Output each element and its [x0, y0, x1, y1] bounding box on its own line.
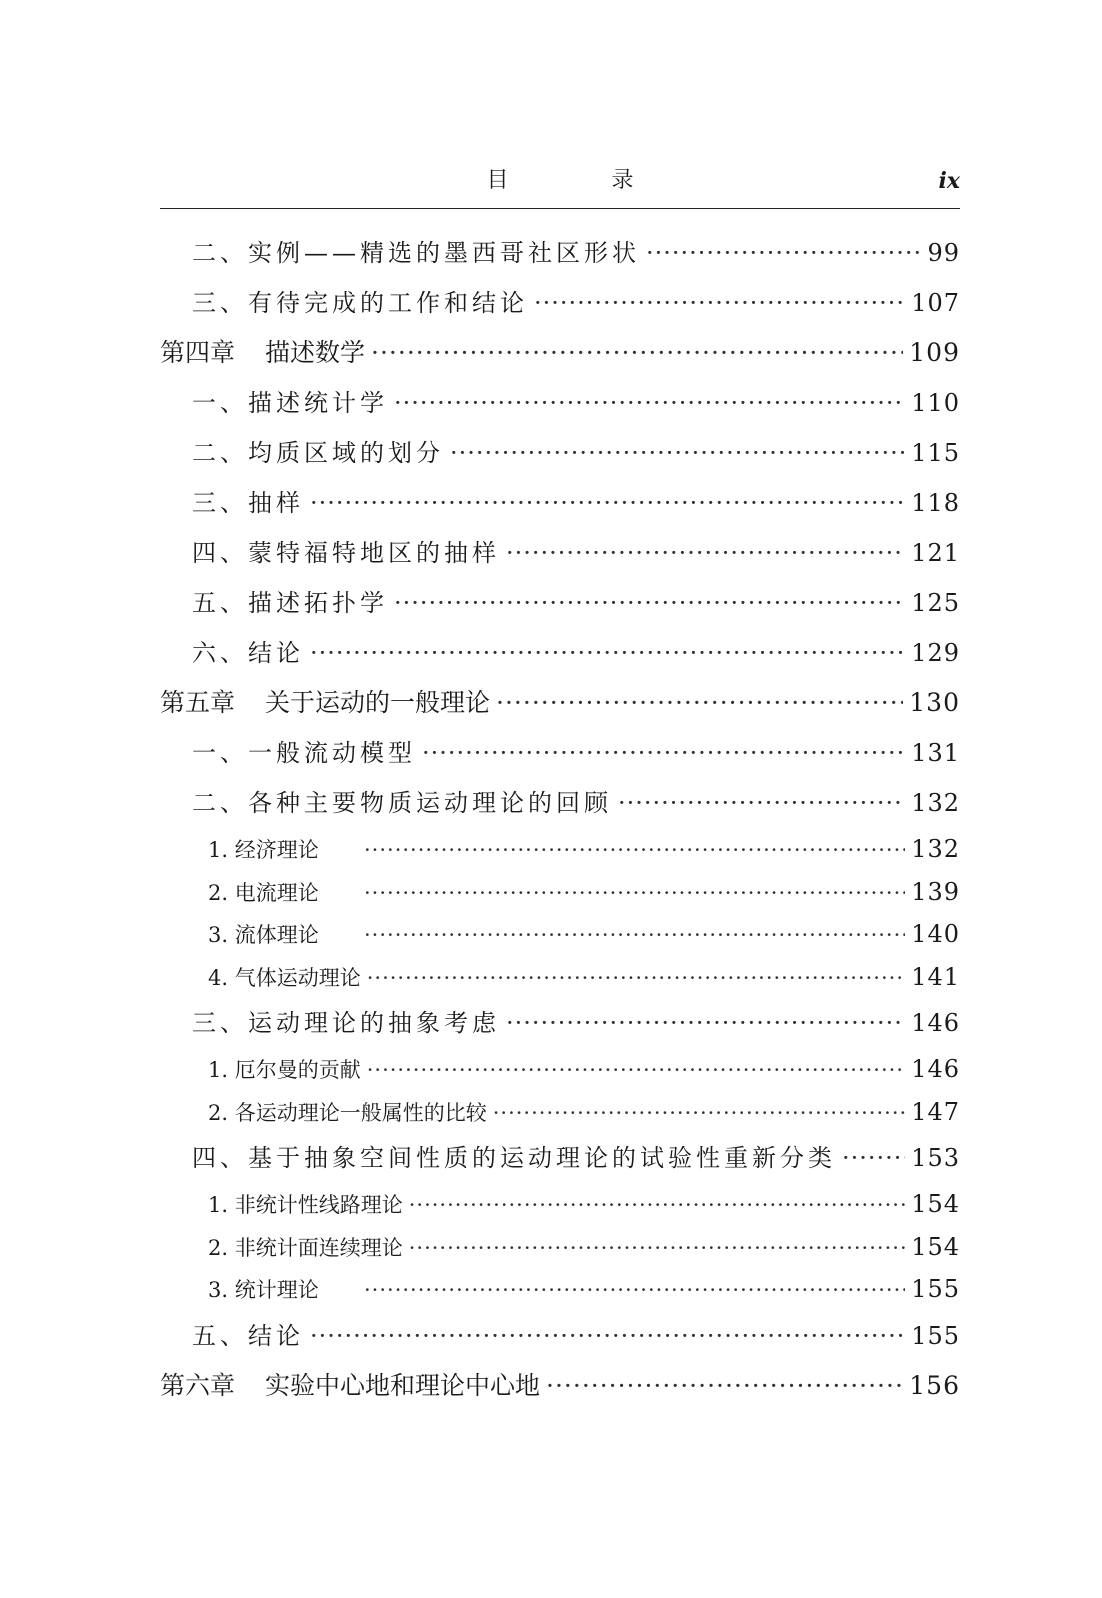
toc-entry-title: 三、有待完成的工作和结论 — [192, 289, 528, 317]
dot-leader — [618, 778, 905, 828]
toc-entry-title: 二、实例——精选的墨西哥社区形状 — [192, 239, 640, 267]
toc-entry-title: 2. 非统计面连续理论 — [208, 1235, 403, 1260]
dot-leader — [364, 914, 905, 957]
toc-section-entry[interactable] — [160, 998, 960, 1048]
toc-subsection-entry[interactable] — [160, 828, 960, 871]
toc-page-number: 155 — [911, 1321, 960, 1350]
toc-page-number: 125 — [911, 589, 960, 617]
dot-leader — [506, 528, 905, 578]
toc-section-entry[interactable] — [160, 778, 960, 828]
toc-page-number: 141 — [911, 962, 960, 991]
chapter-title: 关于运动的一般理论 — [265, 688, 491, 717]
toc-page-number: 131 — [911, 739, 960, 767]
toc-entry-title: 六、结论 — [192, 639, 304, 667]
dot-leader — [409, 1227, 905, 1270]
toc-subsection-entry[interactable] — [160, 956, 960, 999]
toc-section-entry[interactable] — [160, 378, 960, 428]
toc-entry-title: 3. 流体理论 — [208, 923, 319, 947]
toc-section-entry[interactable] — [160, 628, 960, 678]
toc-entry-title: 1. 经济理论 — [208, 838, 319, 862]
dot-leader — [371, 328, 903, 378]
toc-entry-title: 四、基于抽象空间性质的运动理论的试验性重新分类 — [192, 1144, 836, 1172]
toc-page-number: 99 — [927, 239, 960, 267]
dot-leader — [394, 578, 905, 628]
toc-page-number: 132 — [911, 835, 960, 863]
toc-section-entry[interactable] — [160, 1133, 960, 1183]
toc-subsection-entry[interactable] — [160, 1048, 960, 1091]
toc-section-entry[interactable] — [160, 578, 960, 628]
toc-page-number: 130 — [909, 688, 960, 717]
table-of-contents — [160, 228, 960, 1411]
toc-entry-title: 4. 气体运动理论 — [208, 965, 361, 990]
running-header — [160, 166, 960, 202]
chapter-number: 第六章 — [160, 1370, 236, 1400]
toc-entry-title — [160, 328, 365, 378]
toc-entry-title: 2. 各运动理论一般属性的比较 — [208, 1100, 487, 1125]
toc-page-number: 115 — [911, 439, 960, 467]
toc-page-number: 140 — [911, 920, 960, 948]
toc-page-number: 155 — [911, 1275, 960, 1303]
toc-subsection-entry[interactable] — [160, 1268, 960, 1311]
toc-entry-title: 一、描述统计学 — [192, 389, 388, 417]
header-title: 目 录 — [486, 168, 682, 193]
dot-leader — [506, 998, 905, 1048]
toc-chapter-entry[interactable] — [160, 678, 960, 728]
toc-page-number: 147 — [911, 1097, 960, 1126]
dot-leader — [364, 872, 905, 915]
toc-page-number: 146 — [911, 1055, 960, 1083]
toc-section-entry[interactable] — [160, 428, 960, 478]
toc-chapter-entry[interactable] — [160, 1361, 960, 1411]
toc-subsection-entry[interactable] — [160, 871, 960, 914]
toc-entry-title: 1. 非统计性线路理论 — [208, 1193, 403, 1217]
toc-subsection-entry[interactable] — [160, 1091, 960, 1134]
header-page-number: ix — [938, 168, 960, 194]
chapter-number: 第四章 — [160, 338, 236, 367]
toc-entry-title: 3. 统计理论 — [208, 1278, 319, 1302]
toc-page-number: 109 — [909, 338, 960, 367]
toc-page-number: 154 — [911, 1190, 960, 1218]
toc-page-number: 132 — [911, 789, 960, 817]
toc-page-number: 156 — [909, 1370, 960, 1400]
toc-entry-title: 二、均质区域的划分 — [192, 439, 444, 467]
dot-leader — [367, 957, 905, 1000]
toc-entry-title — [160, 1361, 540, 1411]
toc-section-entry[interactable] — [160, 728, 960, 778]
toc-section-entry[interactable] — [160, 478, 960, 528]
toc-page-number: 139 — [911, 877, 960, 906]
toc-section-entry[interactable] — [160, 228, 960, 278]
toc-entry-title: 五、描述拓扑学 — [192, 589, 388, 617]
toc-section-entry[interactable] — [160, 278, 960, 328]
toc-entry-title: 一、一般流动模型 — [192, 739, 416, 767]
toc-page-number: 118 — [911, 489, 960, 517]
toc-section-entry[interactable] — [160, 528, 960, 578]
toc-section-entry[interactable] — [160, 1311, 960, 1361]
toc-page-number: 107 — [911, 289, 960, 317]
dot-leader — [496, 678, 903, 728]
dot-leader — [310, 628, 905, 678]
toc-entry-title: 五、结论 — [192, 1321, 304, 1350]
toc-entry-title: 三、运动理论的抽象考虑 — [192, 1009, 500, 1037]
toc-page-number: 121 — [911, 539, 960, 567]
toc-entry-title — [160, 678, 490, 728]
toc-subsection-entry[interactable] — [160, 1226, 960, 1269]
toc-entry-title: 二、各种主要物质运动理论的回顾 — [192, 789, 612, 817]
dot-leader — [409, 1184, 905, 1227]
dot-leader — [493, 1092, 905, 1135]
dot-leader — [546, 1361, 903, 1411]
toc-page-number: 110 — [911, 389, 960, 417]
dot-leader — [422, 728, 905, 778]
chapter-title: 描述数学 — [265, 338, 366, 367]
chapter-number: 第五章 — [160, 688, 236, 717]
dot-leader — [394, 378, 905, 428]
dot-leader — [450, 428, 905, 478]
toc-page-number: 154 — [911, 1232, 960, 1261]
dot-leader — [310, 478, 905, 528]
toc-page-number: 146 — [911, 1009, 960, 1037]
toc-chapter-entry[interactable] — [160, 328, 960, 378]
toc-entry-title: 1. 厄尔曼的贡献 — [208, 1058, 361, 1082]
dot-leader — [364, 1269, 905, 1312]
toc-page-number: 129 — [911, 639, 960, 667]
toc-entry-title: 四、蒙特福特地区的抽样 — [192, 539, 500, 567]
toc-subsection-entry[interactable] — [160, 913, 960, 956]
dot-leader — [534, 278, 905, 328]
toc-entry-title: 三、抽样 — [192, 489, 304, 517]
toc-subsection-entry[interactable] — [160, 1183, 960, 1226]
chapter-title: 实验中心地和理论中心地 — [265, 1370, 541, 1400]
dot-leader — [842, 1133, 905, 1183]
toc-page-number: 153 — [911, 1144, 960, 1172]
dot-leader — [646, 228, 921, 278]
dot-leader — [310, 1311, 905, 1361]
toc-entry-title: 2. 电流理论 — [208, 880, 319, 905]
header-rule — [160, 208, 960, 209]
dot-leader — [367, 1049, 905, 1092]
dot-leader — [364, 829, 905, 872]
